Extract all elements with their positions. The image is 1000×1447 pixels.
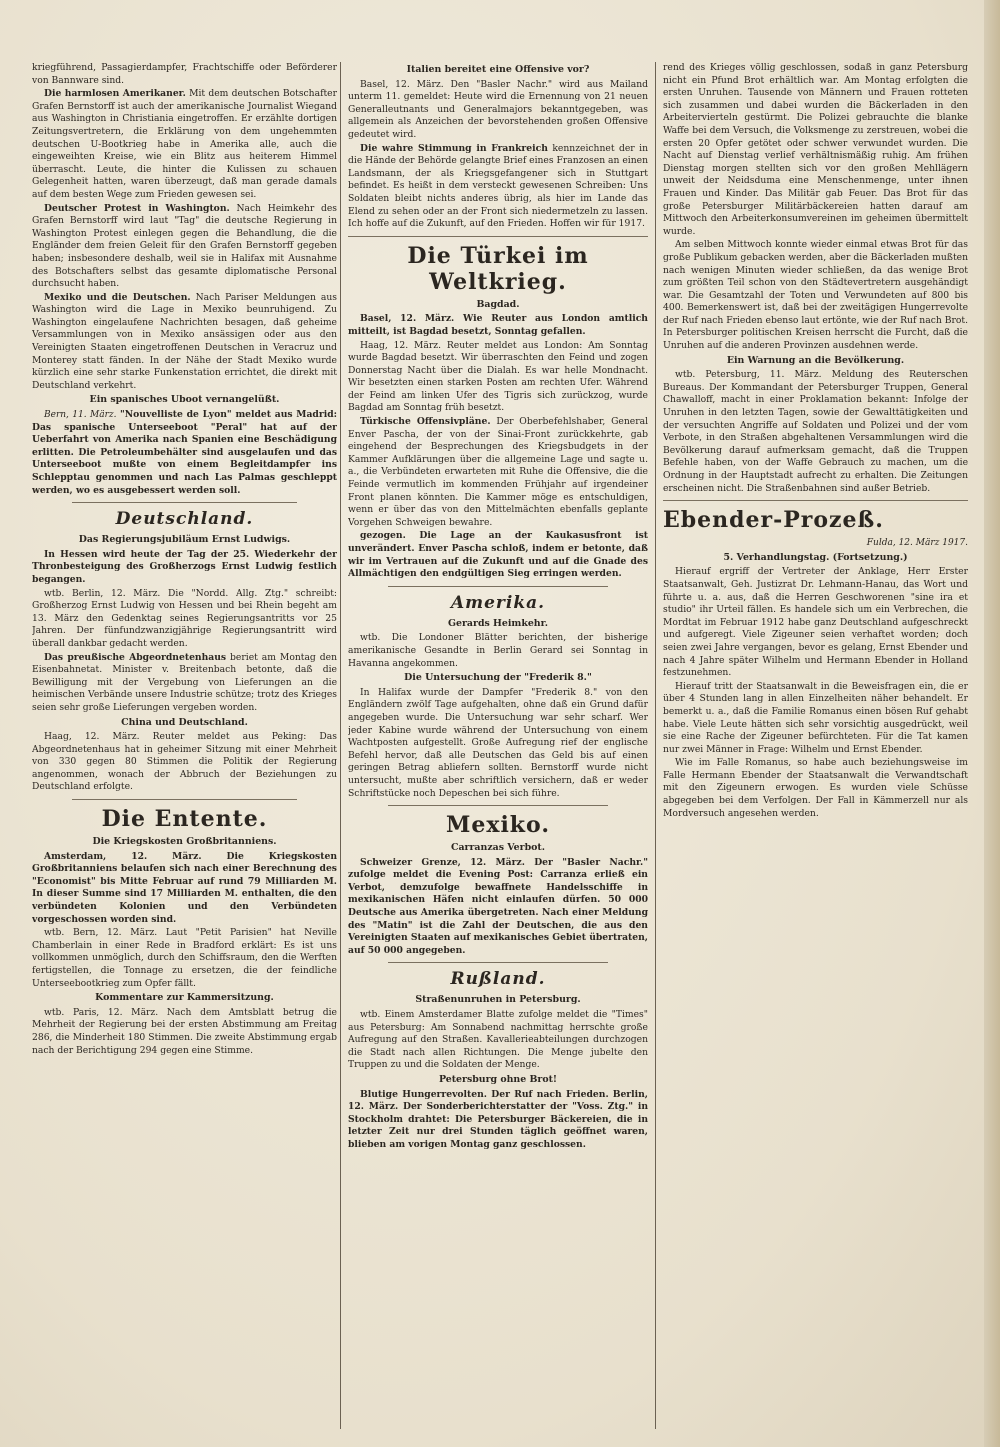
article-title: Die Kriegskosten Großbritanniens. — [92, 836, 277, 848]
article-title: Blutige Hungerrevolten. Der Ruf nach Frieden. — [360, 1088, 609, 1100]
article-text: In Hessen wird heute der Tag der 25. Wiederkehr der Thronbesteigung des Großherzogs Ernst Ludwig festlich begangen. — [32, 548, 337, 585]
article-text: Wie im Falle Romanus, so habe auch beziehungsweise im Falle Hermann Ebender der Staatsanwalt die Verwandtschaft mit den Zigeunern erwogen. Es wurden viele Schüsse abgegeben bei dem Verfolgen. Der Fall in Kämmerzell nur als Mordversuch angesehen werden. — [663, 757, 968, 819]
article-text: Am selben Mittwoch konnte wieder einmal etwas Brot für das große Publikum gebacken werden, aber die Bäckerladen mußten nach wenigen Minuten wieder schließen, da das wenige Brot zum größten Teil schon von den Städtevertretern ausgehändigt war. Die Gesamtzahl der Toten und Verwundeten auf 800 bis 400. Bemerkenswert ist, daß bei der zweitägigen Hungerrevolte der Ruf nach Frieden ebenso laut ertönte, wie der Ruf nach Brot. In Petersburger politischen Kreisen herrscht die Furcht, daß die Unruhen auf die anderen Provinzen ausdehnen werde. — [663, 239, 968, 352]
article-text: Haag, 12. März. Reuter meldet aus Peking: Das Abgeordnetenhaus hat in geheimer Sitzung mit einer Mehrheit von 330 gegen 80 Stimmen die Politik der Regierung angenommen, wonach der Abbruch der Beziehungen zu Deutschland erfolgte. — [32, 731, 337, 793]
column-rule — [655, 62, 656, 1429]
column-right — [663, 62, 968, 1429]
article-title: Türkische Offensivpläne. — [360, 416, 491, 428]
article-text: Mit dem deutschen Botschafter Grafen Bernstorff ist auch der amerikanische Journalist Wiegand aus Washington in Christiania eingetroffen. Er erzählte dortigen Zeitungsvertretern, die Erklärung von dem ungehemmten deutschen U-Bootkrieg habe in Amerika alle, auch die eingeweihten Kreise, wie ein Blitz aus heiterem Himmel überrascht. Leute, die hinter die Kulissen zu schauen Gelegenheit hatten, waren überzeugt, daß man gerade damals auf dem besten Wege zum Frieden gewesen sei. — [32, 88, 337, 200]
section-heading-entente: Die Entente. — [101, 806, 268, 833]
section-heading-deutschland: Deutschland. — [115, 509, 254, 530]
article-title: China und Deutschland. — [121, 716, 248, 728]
article-title: Gerards Heimkehr. — [448, 617, 548, 629]
section-heading-russland: Rußland. — [450, 969, 546, 990]
section-heading-amerika: Amerika. — [450, 592, 546, 613]
article-text: "Nouvelliste de Lyon" meldet aus Madrid: Das spanische Unterseeboot "Peral" hat auf der Ueberfahrt von Amerika nach Spanien eine Beschädigung erlitten. Die Petroleumbehälter sind ausgelaufen und das Unterseeboot mußte von einem Begleitdampfer ins Schlepptau genommen und nach Las Palmas geschleppt werden, wo es ausgebessert werden soll. — [32, 409, 337, 496]
article-title: Ein spanisches Uboot vernangelüßt. — [89, 394, 280, 406]
page-edge — [984, 0, 1000, 1447]
divider — [663, 500, 968, 501]
article-title: Deutscher Protest in Washington. — [44, 202, 230, 214]
article-text: Hierauf ergriff der Vertreter der Anklage, Herr Erster Staatsanwalt, Geh. Justizrat Dr. Lehmann-Hanau, das Wort und führte u. a. aus, daß die Herren Geschworenen "sine ira et studio" ihr Urteil fällen. Es handele sich um ein Verbrechen, die Mordtat im Februar 1912 habe ganz Deutschland aufgeschreckt und aufgeregt. Viele Zigeuner seien verhaftet worden; doch seien zwei Jahre vergangen, bevor es gelang, Ernst Ebender und nach 4 Jahre später Wilhelm und Hermann Ebender in Holland festzunehmen. — [663, 566, 968, 679]
column-left — [32, 62, 337, 1429]
section-heading-tuerkei: Die Türkei im Weltkrieg. — [407, 242, 589, 295]
article-text: wtb. Paris, 12. März. Nach dem Amtsblatt betrug die Mehrheit der Regierung bei der ersten Abstimmung am Freitag 286, die Minderheit 180 Stimmen. Die zweite Abstimmung ergab nach der Berichtigung 294 gegen eine Stimme. — [32, 1006, 337, 1056]
divider — [72, 799, 297, 800]
article-text: Nach Pariser Meldungen aus Washington wird die Lage in Mexiko beunruhigend. Zu Washington eingelaufene Nachrichten besagen, daß geheime Versammlungen von in Mexiko ansässigen oder aus den Vereinigten Staaten eingetroffenen Deutschen in Veracruz und Monterey statt fänden. In der Nähe der Stadt Mexiko wurde kürzlich eine sehr starke Funkenstation errichtet, die direkt mit Deutschland verkehrt. — [32, 291, 337, 391]
article-title: Bagdad. — [476, 298, 520, 310]
divider — [388, 962, 608, 963]
divider — [348, 236, 648, 237]
article-text: Berlin, 12. März. Der Sonderberichterstatter der "Voss. Ztg." in Stockholm drahtet: Die Petersburger Bäckereien, die in letzter Zeit nur drei Stunden täglich geöffnet waren, blieben am vorigen Montag ganz geschlossen. — [348, 1088, 648, 1150]
column-rule — [340, 62, 341, 1429]
article-title: Ein Warnung an die Bevölkerung. — [726, 354, 905, 366]
article-text: Schweizer Grenze, 12. März. Der "Basler Nachr." zufolge meldet die Evening Post: Carranza erließ ein Verbot, demzufolge bewaffnete Handelsschiffe in mexikanischen Häfen nicht einlaufen dürfen. 50 000 Deutsche aus Amerika übergetreten. Nach einer Meldung des "Matin" ist die Zahl der Deutschen, die aus den Vereinigten Staaten auf mexikanisches Gebiet übertraten, auf 50 000 angegeben. — [348, 856, 648, 956]
dateline: Fulda, 12. März 1917. — [866, 538, 968, 549]
divider — [72, 502, 297, 503]
article-text: wtb. Berlin, 12. März. Die "Nordd. Allg. Ztg." schreibt: Großherzog Ernst Ludwig von Hessen und bei Rhein begeht am 13. März den Gedenktag seines Regierungsantritts vor 25 Jahren. Der fünfundzwanzigjährige Regierungsantritt wird überall dankbar gedacht werden. — [32, 587, 337, 649]
article-text: Nach Heimkehr des Grafen Bernstorff wird laut "Tag" die deutsche Regierung in Washington Protest einlegen gegen die Behandlung, die die Engländer dem freien Geleit für den Grafen Bernstorff gegeben haben; insbesondere deshalb, weil sie in Halifax mit Ausnahme des Botschafters selbst das gesamte diplomatische Personal durchsucht haben. — [32, 202, 337, 290]
article-title: Petersburg ohne Brot! — [438, 1074, 558, 1085]
article-title: Carranzas Verbot. — [451, 842, 545, 854]
article-text: Amsterdam, 12. März. Die Kriegskosten Großbritanniens belaufen sich nach einer Berechnung des "Economist" bis Mitte Februar auf rund 79 Milliarden M. In dieser Summe sind 17 Milliarden M. enthalten, die den verbündeten Kolonien und den Verbündeten vorgeschossen worden sind. — [32, 850, 337, 925]
article-text: beriet am Montag den Eisenbahnetat. Minister v. Breitenbach betonte, daß die Bewilligung mit der Vergebung von Lieferungen an die heimischen Verbände unsere Industrie schütze; trotz des Krieges seien sehr große Lieferungen vergeben worden. — [32, 651, 337, 713]
article-text: wtb. Petersburg, 11. März. Meldung des Reuterschen Bureaus. Der Kommandant der Petersburger Truppen, General Chawalloff, macht in einer Proklamation bekannt: Infolge der Unruhen in den letzten Tagen, sowie der Gewalttätigkeiten und der versuchten Angriffe auf Soldaten und Polizei und der vom Verbote, in den Straßen abgehaltenen Versammlungen wird die Bevölkerung darauf aufmerksam gemacht, daß die Truppen Befehle haben, von der Waffe Gebrauch zu machen, um die Ordnung in der Hauptstadt aufrecht zu erhalten. Die Zeitungen erscheinen nicht. Die Straßenbahnen sind außer Betrieb. — [663, 369, 968, 494]
article-text: wtb. Die Londoner Blätter berichten, der bisherige amerikanische Gesandte in Berlin Gerard sei Sonntag in Havanna angekommen. — [348, 632, 648, 669]
article-title: Kommentare zur Kammersitzung. — [95, 992, 274, 1004]
article-text: In Halifax wurde der Dampfer "Frederik 8." von den Engländern zwölf Tage aufgehalten, ohne daß ein Grund dafür angegeben wurde. Die Untersuchung war sehr scharf. Wer jeder Kabine wurde während der Untersuchung von einem Wachtposten aufgestellt. Große Aufregung rief der englische Befehl hervor, daß alle Deutschen das Geld bis auf einen geringen Betrag abliefern sollten. Bernstorff wurde nicht untersucht, mußte aber schriftlich versichern, daß er weder Schriftstücke noch Depeschen bei sich führe. — [348, 686, 648, 799]
section-heading-mexiko: Mexiko. — [445, 812, 550, 839]
article-title: Die wahre Stimmung in Frankreich — [360, 142, 548, 154]
article-text: gezogen. Die Lage an der Kaukasusfront ist unverändert. Enver Pascha schloß, indem er betonte, daß wir im Vertrauen auf die Zukunft und auf die Gnade des Allmächtigen den endgültigen Sieg erringen werden. — [348, 530, 648, 580]
column-middle — [348, 62, 648, 1429]
article-text: kennzeichnet der in die Hände der Behörde gelangte Brief eines Franzosen an einen Landsmann, der als Kriegsgefangener sich in Stuttgart befindet. Es heißt in dem versteckt gewesenen Schreiben: Uns Soldaten bleibt nichts anderes übrig, als hier im Lande das Elend zu sehen oder an der Front sich niedermetzeln zu lassen. Ich hoffe auf die Zukunft, auf den Frieden. Hoffen wir für 1917. — [348, 142, 648, 230]
article-text: Basel, 12. März. Wie Reuter aus London amtlich mitteilt, ist Bagdad besetzt, Sonntag gefallen. — [348, 313, 648, 337]
divider — [388, 586, 608, 587]
article-title: Die Untersuchung der "Frederik 8." — [404, 672, 592, 684]
article-text: Hierauf tritt der Staatsanwalt in die Beweisfragen ein, die er über 4 Stunden lang in allen Einzelheiten näher behandelt. Er bemerkt u. a., daß die Familie Romanus einen bösen Ruf gehabt habe. Viele Leute hätten sich sehr vorsichtig ausgedrückt, weil sie eine Rache der Zigeuner befürchteten. Für die Tat kamen nur zwei Männer in Frage: Wilhelm und Ernst Ebender. — [663, 680, 968, 755]
article-text: wtb. Einem Amsterdamer Blatte zufolge meldet die "Times" aus Petersburg: Am Sonnabend nachmittag herrschte große Aufregung auf den Straßen. Kavallerieabteilungen durchzogen die Stadt nach allen Richtungen. Die Menge jubelte den Truppen zu und die Soldaten der Menge. — [348, 1009, 648, 1071]
article-title: Die harmlosen Amerikaner. — [44, 88, 186, 100]
article-text: Der Oberbefehlshaber, General Enver Pascha, der von der Sinai-Front zurückkehrte, gab eingehend der Besprechungen des Kriegsbudgets in der Kammer Aufklärungen über die allgemeine Lage und sagte u. a., die Verbündeten erwarteten mit Ruhe die Offensive, die die Feinde vermutlich im kommenden Frühjahr auf irgendeiner Front planen könnten. Die Kammer möge es entschuldigen, wenn er über das von den Mittelmächten ebenfalls geplante Vorgehen Schweigen bewahre. — [348, 416, 648, 528]
article-title: Mexiko und die Deutschen. — [44, 291, 191, 303]
article-text: Basel, 12. März. Den "Basler Nachr." wird aus Mailand unterm 11. gemeldet: Heute wird die Ernennung von 21 neuen Generalleutnants und Generalmajors bekanntgegeben, was allgemein als Anzeichen der bevorstehenden großen Offensive gedeutet wird. — [348, 78, 648, 140]
article-text: wtb. Bern, 12. März. Laut "Petit Parisien" hat Neville Chamberlain in einer Rede in Bradford erklärt: Es ist uns vollkommen unmöglich, durch den Schiffsraum, den die Werften fertigstellen, die Tonnage zu ersetzen, die der feindliche Unterseebootkrieg zum Opfer fällt. — [32, 927, 337, 989]
article-title: Das preußische Abgeordnetenhaus — [44, 651, 227, 663]
article-title: Italien bereitet eine Offensive vor? — [406, 64, 590, 75]
article-title: 5. Verhandlungstag. (Fortsetzung.) — [723, 551, 908, 563]
section-heading-prozess: Ebender-Prozeß. — [663, 507, 884, 534]
dateline: Bern, 11. März. — [44, 410, 117, 421]
article-title: Straßenunruhen in Petersburg. — [415, 994, 581, 1006]
divider — [388, 805, 608, 806]
intro-text: kriegführend, Passagierdampfer, Frachtschiffe oder Beförderer von Bannware sind. — [32, 62, 337, 86]
article-text: Haag, 12. März. Reuter meldet aus London: Am Sonntag wurde Bagdad besetzt. Wir überraschten den Feind und zogen Donnerstag Nacht über die Dialah. Es war helle Mondnacht. Wir besetzten einen starken Posten am rechten Ufer. Während der Feind am linken Ufer des Tigris sich zurückzog, wurde Bagdad am Sonntag früh besetzt. — [348, 339, 648, 414]
article-title: Das Regierungsjubiläum Ernst Ludwigs. — [78, 534, 291, 546]
article-text: rend des Krieges völlig geschlossen, sodaß in ganz Petersburg nicht ein Pfund Brot erhältlich war. Am Montag erfolgten die ersten Unruhen. Tausende von Männern und Frauen rotteten sich zusammen und dabei wurden die Bäckerladen in den Arbeitervierteln gestürmt. Die Polizei gebrauchte die blanke Waffe bei dem Versuch, die Volksmenge zu zerstreuen, wobei die ersten 20 Opfer getötet oder schwer verwundet wurden. Die Nacht auf Dienstag verlief verhältnismäßig ruhig. Am frühen Dienstag morgen stellten sich vor den großen Mehllägern unweit der Neidsduma eine Menschenmenge, unter ihnen Frauen und Kinder. Das Militär gab Feuer. Das Brot für das große Petersburger Militärbäckereien hatten darauf am Mittwoch den Arbeiterkonsumvereinen im geheimen übermittelt wurde. — [663, 62, 968, 237]
